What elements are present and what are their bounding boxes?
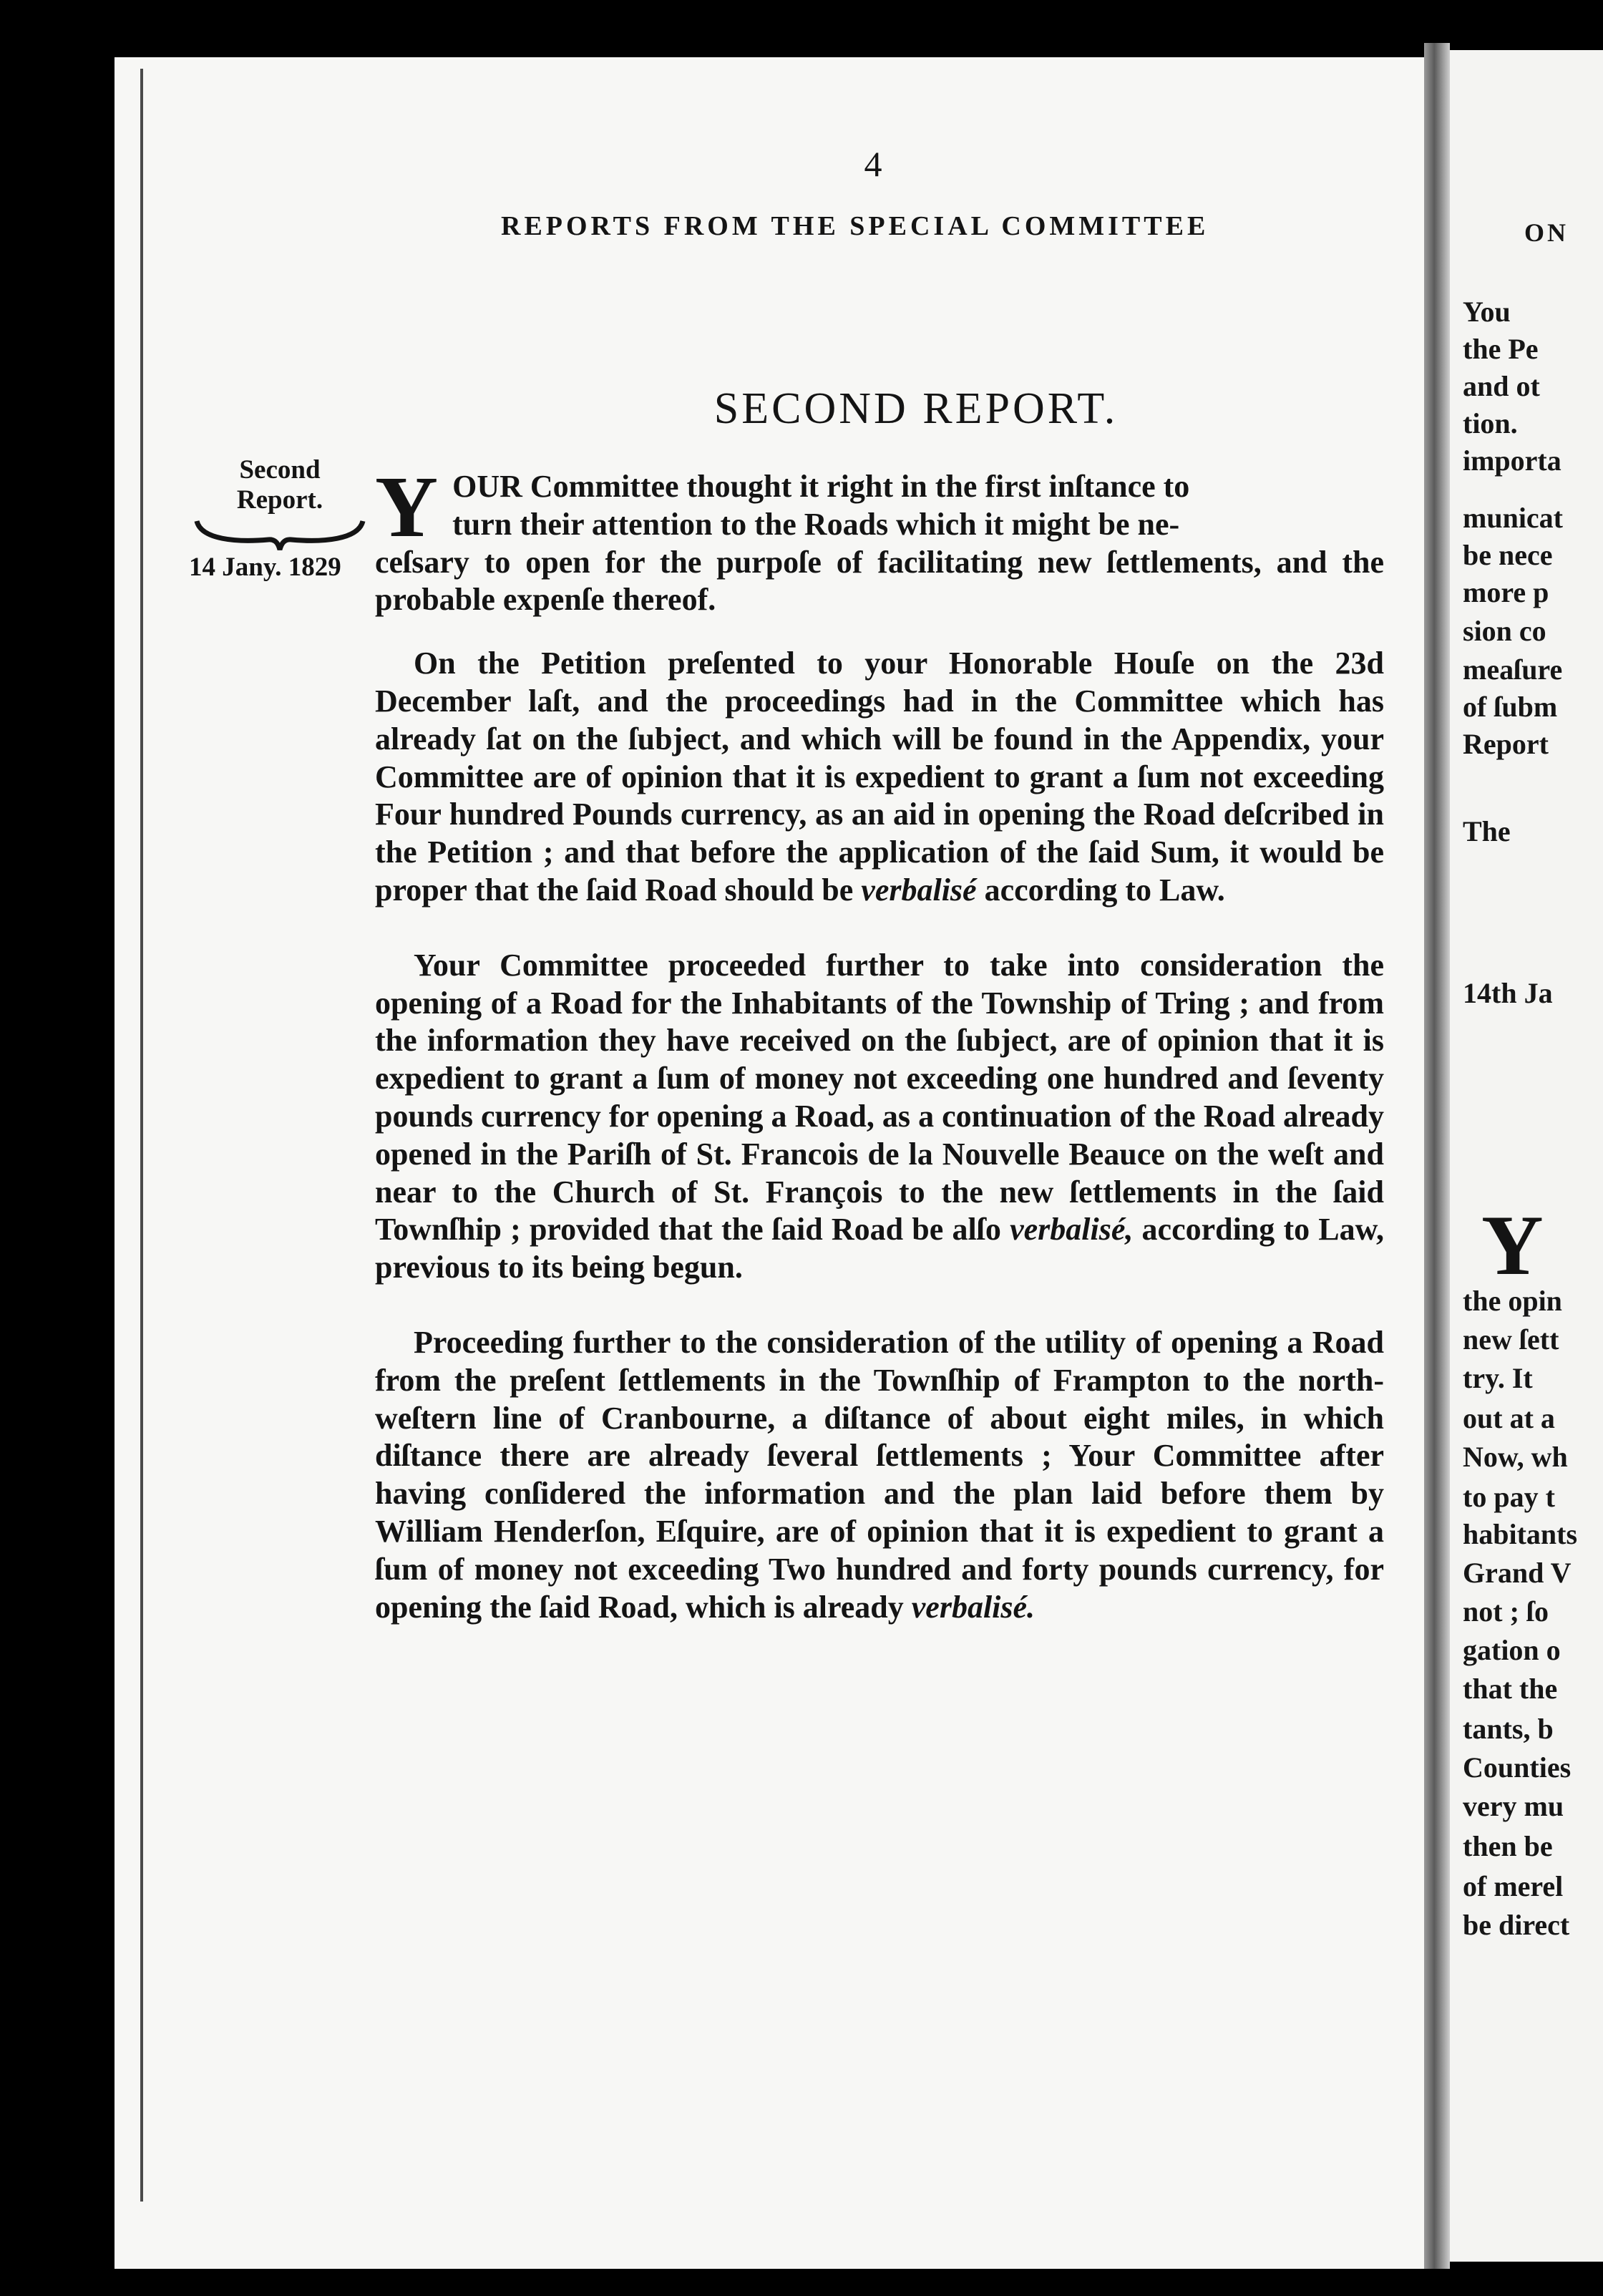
facing-line: new ſett — [1463, 1323, 1559, 1356]
facing-line: The — [1463, 815, 1511, 847]
brace-icon — [194, 518, 366, 551]
paragraph-3 — [375, 947, 1384, 1287]
facing-line: out at a — [1463, 1402, 1555, 1434]
facing-drop-cap: Y — [1481, 1197, 1544, 1293]
facing-line: more p — [1463, 576, 1549, 608]
facing-line: Grand V — [1463, 1557, 1572, 1589]
paragraph-1 — [375, 459, 1384, 619]
facing-line: try. It — [1463, 1362, 1533, 1394]
margin-note-line2: Report. — [236, 485, 323, 515]
facing-line: be nece — [1463, 539, 1553, 571]
facing-line: not ; ſo — [1463, 1595, 1549, 1628]
facing-line: the opin — [1463, 1285, 1562, 1317]
facing-line: very mu — [1463, 1790, 1564, 1822]
paragraph-3-end: according to Law, previous to its being begun. — [375, 1212, 1384, 1285]
margin-note — [183, 455, 376, 583]
paragraph-3-text: Your Committee proceeded further to take into consideration the opening of a Road for the Inhabitants of the Township of Tring ; and from the information they have received on the ſubject, are of opinion that it is expedient to grant a ſum of money not exceeding one hundred and ſeventy pounds currency for opening a Road, as a continuation of the Road already opened in the Pariſh of St. Francois de la Nouvelle Beauce on the weſt and near to the Church of St. François to the new ſettlements in the ſaid Townſhip ; provided that the ſaid Road be alſo — [375, 947, 1384, 1247]
facing-line: be direct — [1463, 1909, 1570, 1941]
paragraph-1-rest: ceſsary to open for the purpoſe of facilitating new ſettlements, and the probable expenſe thereof. — [375, 544, 1384, 618]
drop-cap: Y — [375, 459, 439, 555]
paragraph-4-italic: verbalisé. — [911, 1589, 1036, 1625]
facing-line: tion. — [1463, 407, 1518, 439]
facing-line: importa — [1463, 444, 1561, 477]
facing-line: that the — [1463, 1673, 1558, 1705]
paragraph-2-italic: verbalisé — [861, 872, 977, 908]
facing-line: of merel — [1463, 1870, 1564, 1902]
facing-line: sion co — [1463, 615, 1546, 647]
running-head: REPORTS FROM THE SPECIAL COMMITTEE — [501, 211, 1209, 241]
page-border-line — [140, 69, 143, 2202]
facing-line: gation o — [1463, 1634, 1561, 1666]
facing-line: Report — [1463, 728, 1549, 760]
paragraph-2-end: according to Law. — [984, 872, 1225, 908]
page-number: 4 — [864, 144, 882, 184]
facing-line: municat — [1463, 502, 1563, 534]
facing-line: 14th Ja — [1463, 977, 1553, 1009]
paragraph-3-italic: verbalisé, — [1010, 1212, 1134, 1247]
margin-note-date: 14 Jany. 1829 — [189, 553, 341, 582]
report-title: SECOND REPORT. — [713, 384, 1119, 433]
book-gutter — [1424, 43, 1450, 2269]
facing-line: Now, wh — [1463, 1441, 1568, 1473]
paragraph-4-text: Proceeding further to the consideration of the utility of opening a Road from the preſent ſettlements in the Townſhip of Frampton to the north-weſtern line of Cranbourne, a diſtance of about eight miles, in which diſtance there are already ſeveral ſettlements ; Your Committee after having conſidered the information and the plan laid before them by William Henderſon, Eſquire, are of opinion that it is expedient to grant a ſum of money not exceeding Two hundred and forty pounds currency, for opening the ſaid Road, which is already — [375, 1324, 1384, 1625]
paragraph-2-text: On the Petition preſented to your Honorable Houſe on the 23d December laſt, and the proceedings had in the Committee which has already ſat on the ſubject, and which will be found in the Appendix, your Committee are of opinion that it is expedient to grant a ſum not exceeding Four hundred Pounds currency, as an aid in opening the Road deſcribed in the Petition ; and that before the application of the ſaid Sum, it would be proper that the ſaid Road should be — [375, 646, 1384, 908]
facing-running-head: ON — [1524, 218, 1569, 247]
facing-line: then be — [1463, 1830, 1553, 1862]
facing-line: to pay t — [1463, 1481, 1555, 1513]
paragraph-1-line2: turn their attention to the Roads which it might be ne- — [452, 506, 1180, 542]
facing-line: the Pe — [1463, 333, 1539, 365]
paragraph-2 — [375, 645, 1384, 910]
paragraph-4 — [375, 1324, 1384, 1626]
facing-line: tants, b — [1463, 1713, 1554, 1745]
facing-line: meaſure — [1463, 653, 1563, 686]
facing-line: of ſubm — [1463, 691, 1558, 723]
report-body — [375, 459, 1384, 1626]
facing-line: Counties — [1463, 1751, 1572, 1784]
margin-note-line1: Second — [239, 455, 321, 485]
facing-line: habitants — [1463, 1518, 1578, 1550]
paragraph-1-line1: OUR Committee thought it right in the first inſtance to — [452, 469, 1190, 504]
facing-line: and ot — [1463, 370, 1540, 402]
facing-line: You — [1463, 296, 1511, 328]
